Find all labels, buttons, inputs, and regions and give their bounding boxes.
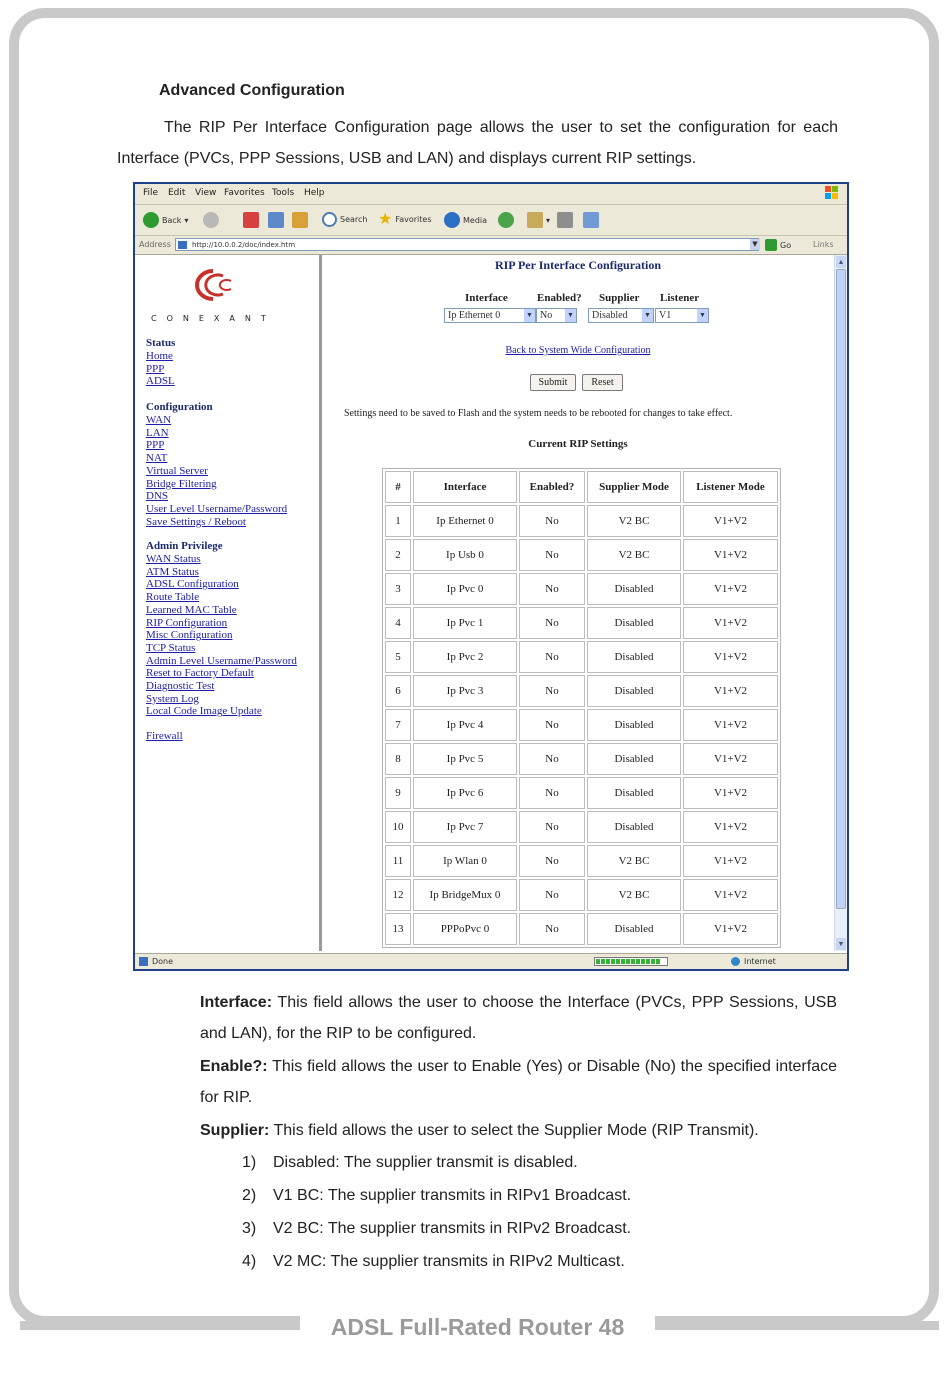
chevron-down-icon: ▼ xyxy=(697,309,708,322)
table-cell: No xyxy=(519,675,585,707)
table-title: Current RIP Settings xyxy=(528,438,628,450)
chevron-down-icon: ▼ xyxy=(524,309,535,322)
table-cell: 12 xyxy=(385,879,411,911)
table-cell: 13 xyxy=(385,913,411,945)
table-cell: No xyxy=(519,743,585,775)
interface-term: Interface: xyxy=(200,994,273,1011)
address-label: Address xyxy=(139,240,171,249)
enable-term: Enable?: xyxy=(200,1058,268,1075)
table-cell: V2 BC xyxy=(587,879,681,911)
column-header: Enabled? xyxy=(519,471,585,503)
interface-label: Interface xyxy=(465,292,508,304)
sidebar-link[interactable]: WAN xyxy=(146,414,172,426)
table-cell: Ip Pvc 3 xyxy=(413,675,517,707)
table-row xyxy=(385,743,778,775)
address-bar xyxy=(135,236,847,255)
back-to-system-link[interactable]: Back to System Wide Configuration xyxy=(505,345,651,356)
print-button[interactable] xyxy=(557,212,573,228)
mail-button[interactable] xyxy=(527,212,550,228)
sidebar-link[interactable]: Bridge Filtering xyxy=(146,477,217,490)
table-cell: Disabled xyxy=(587,675,681,707)
table-row xyxy=(385,675,778,707)
menu-favorites[interactable]: Favorites xyxy=(224,188,265,198)
stop-button[interactable] xyxy=(243,212,259,228)
footer-divider xyxy=(20,1321,301,1330)
rip-settings-table xyxy=(382,468,781,948)
nav-group-title: Admin Privilege xyxy=(146,540,223,552)
nav-group-title: Status xyxy=(146,337,176,349)
address-dropdown-icon[interactable]: ▼ xyxy=(750,239,760,250)
supplier-text: This field allows the user to select the Supplier Mode (RIP Transmit). xyxy=(273,1122,759,1139)
mail-icon xyxy=(527,212,543,228)
page-icon xyxy=(178,241,187,249)
stop-icon xyxy=(243,212,259,228)
intro-paragraph: The RIP Per Interface Configuration page allows the user to set the configuration for each Interface (PVCs, PPP Sessions, USB and LAN) and displays current RIP settings. xyxy=(117,119,838,167)
list-item: 3) V2 BC: The supplier transmits in RIPv2 Broadcast. xyxy=(242,1220,632,1237)
table-cell: No xyxy=(519,505,585,537)
chevron-down-icon: ▼ xyxy=(565,309,576,322)
column-header: Listener Mode xyxy=(683,471,778,503)
table-cell: Ip Wlan 0 xyxy=(413,845,517,877)
table-cell: V2 BC xyxy=(587,845,681,877)
table-cell: V1+V2 xyxy=(683,777,778,809)
table-cell: 5 xyxy=(385,641,411,673)
table-cell: No xyxy=(519,811,585,843)
listener-select[interactable]: V1 ▼ xyxy=(655,308,709,323)
footer-title: ADSL Full-Rated Router 48 xyxy=(300,1313,655,1341)
scroll-thumb[interactable] xyxy=(836,269,846,909)
supplier-label: Supplier xyxy=(599,292,640,304)
menu-bar xyxy=(135,184,847,205)
table-cell: Disabled xyxy=(587,641,681,673)
table-cell: Disabled xyxy=(587,573,681,605)
status-bar xyxy=(135,953,847,970)
column-header: Supplier Mode xyxy=(587,471,681,503)
sidebar-link[interactable]: Diagnostic Test xyxy=(146,680,215,693)
listener-label: Listener xyxy=(660,292,700,304)
nav-group xyxy=(146,337,175,388)
refresh-icon xyxy=(268,212,284,228)
edit-page-icon xyxy=(583,212,599,228)
table-row xyxy=(385,539,778,571)
vertical-scrollbar[interactable] xyxy=(834,255,847,951)
enable-description xyxy=(200,1051,837,1113)
sidebar-link[interactable]: Admin Level Username/Password xyxy=(146,654,297,667)
table-cell: V1+V2 xyxy=(683,505,778,537)
back-arrow-icon xyxy=(143,212,159,228)
sidebar-link[interactable]: Reset to Factory Default xyxy=(146,667,254,680)
star-icon: ★ xyxy=(378,209,393,228)
sidebar-link[interactable]: DNS xyxy=(146,490,169,503)
chevron-down-icon: ▼ xyxy=(642,309,653,322)
go-button[interactable]: Go xyxy=(765,239,791,251)
supplier-select[interactable]: Disabled ▼ xyxy=(588,308,654,323)
forward-button[interactable] xyxy=(203,212,219,228)
forward-arrow-icon xyxy=(203,212,219,228)
column-header: Interface xyxy=(413,471,517,503)
scroll-down-icon[interactable]: ▼ xyxy=(837,940,845,948)
menu-tools[interactable]: Tools xyxy=(272,188,295,198)
table-cell: No xyxy=(519,709,585,741)
home-icon xyxy=(292,212,308,228)
page-done-icon xyxy=(139,957,148,966)
table-cell: V1+V2 xyxy=(683,641,778,673)
table-cell: V1+V2 xyxy=(683,845,778,877)
table-cell: 11 xyxy=(385,845,411,877)
table-cell: V2 BC xyxy=(587,539,681,571)
interface-description xyxy=(200,987,837,1049)
nav-group xyxy=(146,730,183,743)
table-cell: No xyxy=(519,777,585,809)
go-arrow-icon xyxy=(765,239,777,251)
table-cell: V2 BC xyxy=(587,505,681,537)
scroll-up-icon[interactable]: ▲ xyxy=(837,258,845,266)
toolbar xyxy=(135,205,847,236)
nav-group-title: Configuration xyxy=(146,401,213,413)
sidebar-link[interactable]: TCP Status xyxy=(146,641,196,654)
table-cell: PPPoPvc 0 xyxy=(413,913,517,945)
sidebar-link[interactable]: Misc Configuration xyxy=(146,629,233,642)
menu-help[interactable]: Help xyxy=(304,188,325,198)
table-cell: V1+V2 xyxy=(683,879,778,911)
search-icon xyxy=(322,212,337,227)
conexant-logo-icon xyxy=(179,267,233,303)
links-button[interactable]: Links xyxy=(813,240,834,249)
table-row xyxy=(385,607,778,639)
table-cell: No xyxy=(519,845,585,877)
nav-group xyxy=(146,401,287,528)
table-cell: V1+V2 xyxy=(683,607,778,639)
sidebar-link[interactable]: WAN Status xyxy=(146,553,201,565)
table-cell: No xyxy=(519,879,585,911)
sidebar-link[interactable]: Local Code Image Update xyxy=(146,705,262,718)
table-cell: Ip Ethernet 0 xyxy=(413,505,517,537)
column-header: # xyxy=(385,471,411,503)
internet-zone-icon xyxy=(731,957,740,966)
table-cell: 1 xyxy=(385,505,411,537)
table-cell: No xyxy=(519,539,585,571)
sidebar-link[interactable]: Firewall xyxy=(146,730,183,742)
media-icon xyxy=(444,212,460,228)
table-cell: 3 xyxy=(385,573,411,605)
page-title: RIP Per Interface Configuration xyxy=(494,258,662,272)
sidebar-link[interactable]: RIP Configuration xyxy=(146,616,228,629)
back-button[interactable]: Back ▾ xyxy=(143,212,188,228)
table-cell: Ip Pvc 2 xyxy=(413,641,517,673)
sidebar-link[interactable]: Virtual Server xyxy=(146,464,208,477)
sidebar-link[interactable]: ADSL Configuration xyxy=(146,578,239,591)
menu-file[interactable]: File xyxy=(143,188,159,198)
table-cell: V1+V2 xyxy=(683,743,778,775)
table-cell: Ip Pvc 0 xyxy=(413,573,517,605)
table-cell: Disabled xyxy=(587,811,681,843)
sidebar-link[interactable]: NAT xyxy=(146,452,168,465)
table-cell: Ip Pvc 7 xyxy=(413,811,517,843)
table-cell: 2 xyxy=(385,539,411,571)
dropdown-icon: ▾ xyxy=(546,215,551,225)
sidebar-link[interactable]: Home xyxy=(146,350,173,362)
supplier-description xyxy=(200,1115,837,1146)
table-row xyxy=(385,641,778,673)
table-cell: Disabled xyxy=(587,709,681,741)
enabled-label: Enabled? xyxy=(537,292,582,304)
status-text: Done xyxy=(152,957,174,966)
supplier-term: Supplier: xyxy=(200,1122,270,1139)
conexant-logo-text: CONEXANT xyxy=(151,314,276,323)
table-cell: 10 xyxy=(385,811,411,843)
table-row xyxy=(385,777,778,809)
sidebar-link[interactable]: ATM Status xyxy=(146,565,199,578)
interface-text: This field allows the user to choose the Interface (PVCs, PPP Sessions, USB and LAN), for the RIP to be configured. xyxy=(200,994,837,1042)
table-cell: V1+V2 xyxy=(683,539,778,571)
home-button[interactable] xyxy=(292,212,308,228)
table-cell: V1+V2 xyxy=(683,709,778,741)
list-item: 4) V2 MC: The supplier transmits in RIPv2 Multicast. xyxy=(242,1253,625,1270)
list-item: 1) Disabled: The supplier transmit is disabled. xyxy=(242,1154,578,1171)
table-cell: V1+V2 xyxy=(683,913,778,945)
sidebar-link[interactable]: PPP xyxy=(146,362,165,375)
table-row xyxy=(385,505,778,537)
media-button[interactable]: Media xyxy=(444,212,487,228)
address-input[interactable]: http://10.0.0.2/doc/index.htm xyxy=(175,238,759,251)
zone-text: Internet xyxy=(744,957,776,966)
sidebar-link[interactable]: Route Table xyxy=(146,591,200,604)
history-button[interactable] xyxy=(498,212,514,228)
table-row xyxy=(385,845,778,877)
sidebar xyxy=(135,255,322,951)
submit-button[interactable]: Submit xyxy=(530,374,576,391)
table-cell: Ip Pvc 1 xyxy=(413,607,517,639)
table-cell: Ip Pvc 6 xyxy=(413,777,517,809)
sidebar-link[interactable]: LAN xyxy=(146,426,169,439)
sidebar-link[interactable]: User Level Username/Password xyxy=(146,502,288,515)
section-heading: Advanced Configuration xyxy=(159,82,345,99)
table-cell: Disabled xyxy=(587,777,681,809)
sidebar-link[interactable]: PPP xyxy=(146,439,165,452)
reboot-notice: Settings need to be saved to Flash and the system needs to be rebooted for changes to take effect. xyxy=(344,408,733,419)
interface-select[interactable]: Ip Ethernet 0 ▼ xyxy=(444,308,536,323)
table-cell: No xyxy=(519,607,585,639)
table-cell: Disabled xyxy=(587,607,681,639)
table-body xyxy=(385,505,778,945)
table-cell: No xyxy=(519,641,585,673)
progress-bar xyxy=(594,957,668,966)
table-header-row xyxy=(385,471,778,503)
menu-edit[interactable]: Edit xyxy=(168,188,186,198)
content-pane xyxy=(322,255,834,951)
table-cell: Disabled xyxy=(587,743,681,775)
table-cell: Ip BridgeMux 0 xyxy=(413,879,517,911)
table-cell: Ip Pvc 4 xyxy=(413,709,517,741)
favorites-button[interactable]: ★ Favorites xyxy=(378,209,432,228)
table-row xyxy=(385,573,778,605)
history-icon xyxy=(498,212,514,228)
table-cell: 7 xyxy=(385,709,411,741)
browser-screenshot xyxy=(133,182,849,971)
table-cell: Ip Pvc 5 xyxy=(413,743,517,775)
sidebar-link[interactable]: Learned MAC Table xyxy=(146,603,237,616)
table-cell: No xyxy=(519,573,585,605)
sidebar-link[interactable]: System Log xyxy=(146,692,199,705)
table-row xyxy=(385,709,778,741)
table-cell: No xyxy=(519,913,585,945)
print-icon xyxy=(557,212,573,228)
menu-view[interactable]: View xyxy=(195,188,217,198)
table-cell: 4 xyxy=(385,607,411,639)
table-cell: V1+V2 xyxy=(683,811,778,843)
table-cell: 9 xyxy=(385,777,411,809)
enabled-select[interactable]: No ▼ xyxy=(536,308,577,323)
footer-divider xyxy=(655,1321,939,1330)
sidebar-link[interactable]: ADSL xyxy=(146,375,175,388)
refresh-button[interactable] xyxy=(268,212,284,228)
table-cell: 8 xyxy=(385,743,411,775)
sidebar-link[interactable]: Save Settings / Reboot xyxy=(146,515,246,528)
table-row xyxy=(385,811,778,843)
windows-logo-icon xyxy=(825,186,839,200)
search-button[interactable]: Search xyxy=(322,212,367,227)
table-row xyxy=(385,879,778,911)
table-cell: V1+V2 xyxy=(683,573,778,605)
dropdown-icon: ▾ xyxy=(184,215,189,225)
edit-button[interactable] xyxy=(583,212,599,228)
table-cell: V1+V2 xyxy=(683,675,778,707)
list-item: 2) V1 BC: The supplier transmits in RIPv1 Broadcast. xyxy=(242,1187,632,1204)
reset-button[interactable]: Reset xyxy=(582,374,623,391)
table-cell: Disabled xyxy=(587,913,681,945)
enable-text: This field allows the user to Enable (Yes) or Disable (No) the specified interface for RIP. xyxy=(200,1058,837,1106)
table-cell: 6 xyxy=(385,675,411,707)
nav-group xyxy=(146,540,297,718)
table-row xyxy=(385,913,778,945)
table-cell: Ip Usb 0 xyxy=(413,539,517,571)
